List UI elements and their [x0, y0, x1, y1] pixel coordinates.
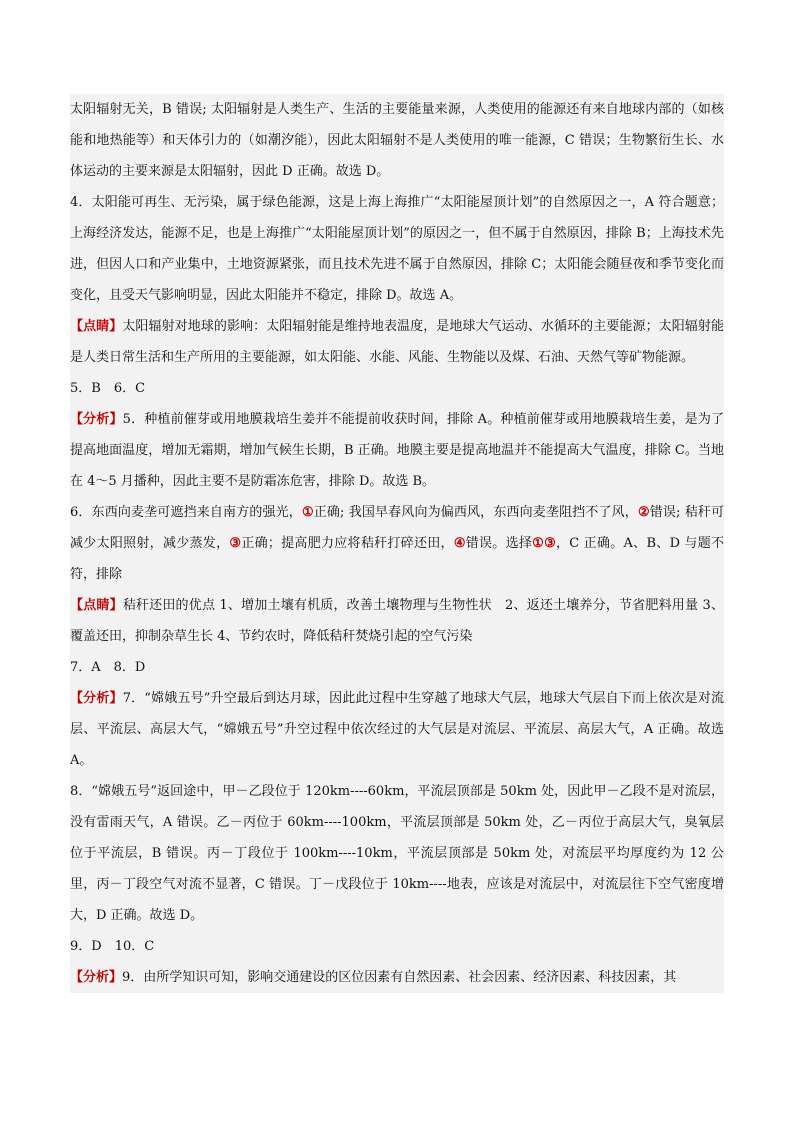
paragraph-text: 7．“嫦娥五号”升空最后到达月球，因此此过程中生穿越了地球大气层，地球大气层自下而上依次是对流层、平流层、高层大气，“嫦娥五号”升空过程中依次经过的大气层是对流层、平流层、高层大气，A 正确。故选 A。 [70, 691, 724, 768]
document-body [70, 94, 724, 993]
paragraph [70, 931, 724, 962]
paragraph-text: 秸秆还田的优点 1、增加土壤有机质，改善土壤物理与生物性状 2、返还土壤养分，节省肥料用量 3、覆盖还田，抑制杂草生长 4、节约农时，降低秸秆焚烧引起的空气污染 [70, 598, 724, 644]
paragraph-text: 错误。选择 [465, 536, 533, 551]
paragraph-text: 错误; 秸秆可减少太阳照射，减少蒸发， [70, 505, 725, 551]
paragraph-text: 太阳辐射无关，B 错误; 太阳辐射是人类生产、生活的主要能量来源，人类使用的能源还有来自地球内部的（如核能和地热能等）和天体引力的（如潮汐能），因此太阳辐射不是人类使用的唯一能源，C 错误；生物繁衍生长、水体运动的主要来源是太阳辐射，因此 D 正确。故选 D。 [70, 102, 724, 179]
paragraph-text: 正确；提高肥力应将秸秆打碎还田， [241, 536, 454, 551]
section-tag: 【分析】 [70, 412, 123, 427]
paragraph-text: 9．由所学知识可知，影响交通建设的区位因素有自然因素、社会因素、经济因素、科技因素，其 [122, 970, 677, 985]
section-tag: 【点睛】 [70, 319, 123, 334]
paragraph [70, 590, 724, 652]
paragraph [70, 311, 724, 373]
paragraph-text: 正确; 我国早春风向为偏西风，东西向麦垄阻挡不了风， [313, 505, 638, 520]
paragraph [70, 373, 724, 404]
paragraph [70, 776, 724, 931]
paragraph-text: 8．“嫦娥五号”返回途中，甲－乙段位于 120km----60km，平流层顶部是 50km 处，因此甲－乙段不是对流层，没有雷雨天气，A 错误。乙－丙位于 60km----100km，平流层顶部是 50km 处，乙－丙位于高层大气，臭氧层位于平流层，B 错误。丙－丁段位于 100km----10km，平流层顶部是 50km 处，对流层平均厚度约为 12 公里，丙－丁段空气对流不显著，C 错误。丁－戊段位于 10km----地表，应该是对流层中，对流层往下空气密度增大，D 正确。故选 D。 [70, 784, 724, 923]
circled-number: ④ [453, 536, 466, 551]
section-tag: 【分析】 [70, 970, 123, 985]
paragraph-text: 9．D 10．C [70, 939, 155, 954]
paragraph-text: 5．B 6．C [70, 381, 146, 396]
circled-number: ① [301, 505, 314, 520]
circled-number: ② [637, 505, 650, 520]
section-tag: 【分析】 [70, 691, 123, 706]
paragraph [70, 404, 724, 497]
paragraph [70, 962, 724, 993]
paragraph-text: 4．太阳能可再生、无污染，属于绿色能源，这是上海上海推广“太阳能屋顶计划”的自然原因之一，A 符合题意；上海经济发达，能源不足，也是上海推广“太阳能屋顶计划”的原因之一，但不属于自然原因，排除 B；上海技术先进，但因人口和产业集中，土地资源紧张，而且技术先进不属于自然原因，排除 C；太阳能会随昼夜和季节变化而变化，且受天气影响明显，因此太阳能并不稳定，排除 D。故选 A。 [70, 195, 724, 303]
paragraph [70, 187, 724, 311]
circled-number: ①③ [532, 536, 557, 551]
paragraph-text: ，C 正确。A、B、D 与题不符，排除 [70, 536, 724, 582]
paragraph-text: 5．种植前催芽或用地膜栽培生姜并不能提前收获时间，排除 A。种植前催芽或用地膜栽培生姜，是为了提高地面温度，增加无霜期，增加气候生长期，B 正确。地膜主要是提高地温并不能提高大气温度，排除 C。当地在 4～5 月播种，因此主要不是防霜冻危害，排除 D。故选 B。 [70, 412, 724, 489]
paragraph-text: 6．东西向麦垄可遮挡来自南方的强光， [70, 505, 302, 520]
paragraph [70, 497, 724, 590]
paragraph-text: 7．A 8．D [70, 660, 146, 675]
circled-number: ③ [229, 536, 242, 551]
paragraph [70, 652, 724, 683]
paragraph [70, 94, 724, 187]
paragraph-text: 太阳辐射对地球的影响：太阳辐射能是维持地表温度，是地球大气运动、水循环的主要能源；太阳辐射能是人类日常生活和生产所用的主要能源，如太阳能、水能、风能、生物能以及煤、石油、天然气等矿物能源。 [70, 319, 724, 365]
paragraph [70, 683, 724, 776]
section-tag: 【点睛】 [70, 598, 123, 613]
